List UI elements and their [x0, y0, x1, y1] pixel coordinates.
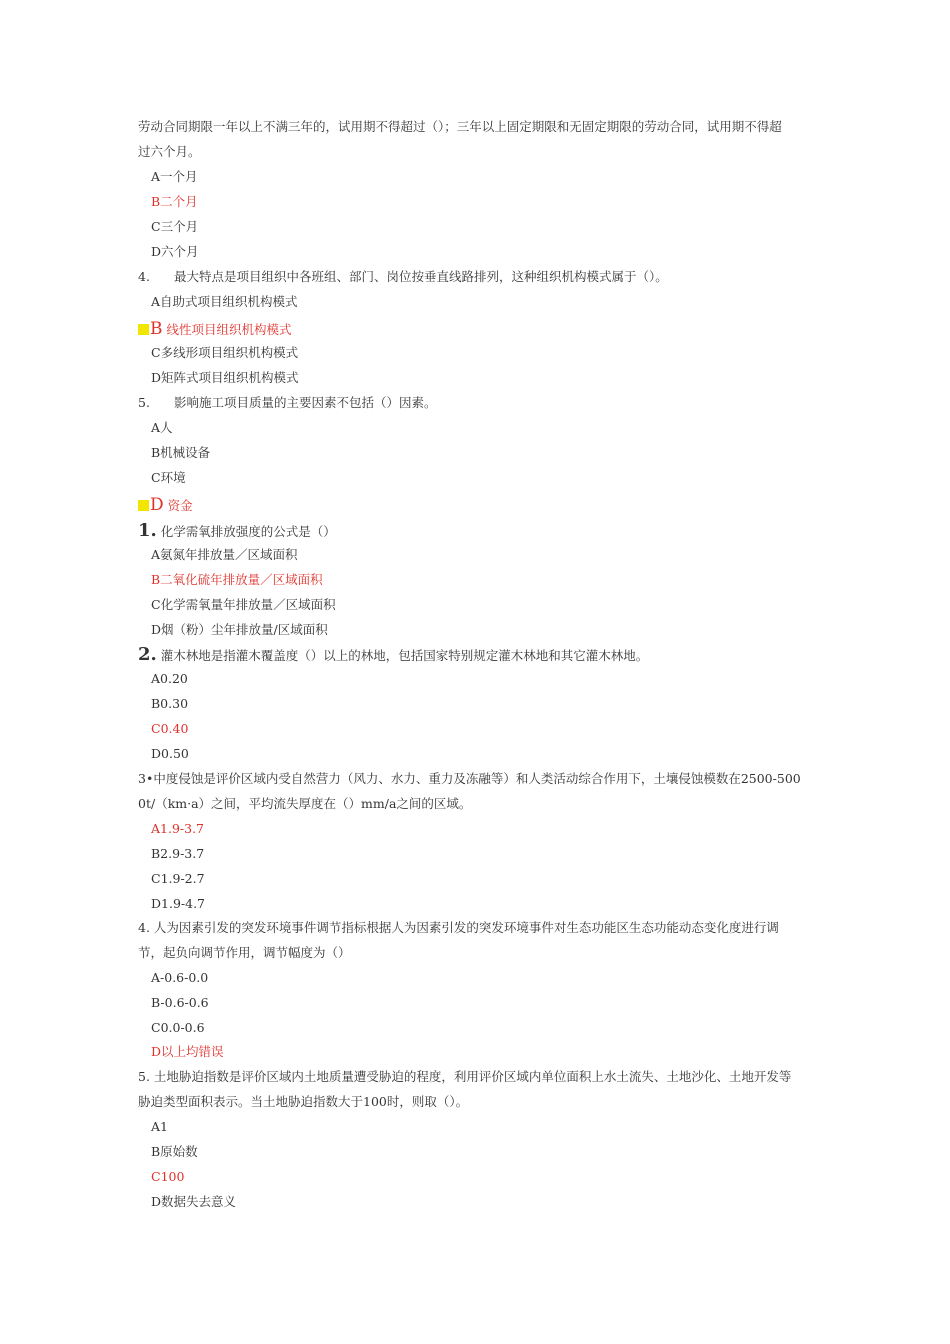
option-b: B机械设备	[151, 445, 211, 460]
highlight-marker	[138, 324, 149, 335]
option-b-answer: B二个月	[151, 194, 198, 209]
question-text: 0t/（km·a）之间，平均流失厚度在（）mm/a之间的区域。	[138, 796, 472, 811]
option-c: C多线形项目组织机构模式	[151, 345, 299, 360]
option-b-answer	[138, 318, 292, 341]
question-text: 最大特点是项目组织中各班组、部门、岗位按垂直线路排列，这种组织机构模式属于（）。	[173, 269, 668, 284]
option-letter: B	[150, 319, 163, 339]
option-d: D六个月	[151, 244, 199, 259]
question-text: 劳动合同期限一年以上不满三年的，试用期不得超过（）；三年以上固定期限和无固定期限的劳动合同，试用期不得超	[138, 119, 782, 134]
option-d: D数据失去意义	[151, 1194, 237, 1209]
question-1	[138, 520, 336, 543]
option-c: C化学需氧量年排放量／区域面积	[151, 597, 336, 612]
option-a: A0.20	[151, 671, 188, 686]
option-b-answer: B二氧化硫年排放量／区域面积	[151, 572, 323, 587]
question-text: 灌木林地是指灌木覆盖度（）以上的林地，包括国家特别规定灌木林地和其它灌木林地。	[160, 648, 649, 663]
highlight-marker	[138, 500, 149, 511]
option-c: C环境	[151, 470, 186, 485]
question-2	[138, 644, 648, 667]
option-text: 线性项目组织机构模式	[166, 322, 292, 337]
option-a: A1	[151, 1119, 168, 1134]
option-a: A自助式项目组织机构模式	[151, 294, 298, 309]
question-text: 节，起负向调节作用，调节幅度为（）	[138, 945, 351, 960]
question-number: 2.	[138, 644, 157, 665]
option-d: D1.9-4.7	[151, 896, 206, 911]
question-text: 胁迫类型面积表示。当土地胁迫指数大于100时，则取（）。	[138, 1094, 469, 1109]
question-4	[138, 268, 668, 286]
option-a: A一个月	[151, 169, 198, 184]
question-number: 4.	[138, 269, 150, 284]
option-c-answer: C0.40	[151, 721, 189, 736]
option-d-answer: D以上均错误	[151, 1044, 224, 1059]
option-a: A人	[151, 420, 173, 435]
question-5	[138, 394, 436, 412]
question-text: 4. 人为因素引发的突发环境事件调节指标根据人为因素引发的突发环境事件对生态功能区生态功能动态变化度进行调	[138, 920, 779, 935]
option-b: B2.9-3.7	[151, 846, 205, 861]
option-c: C0.0-0.6	[151, 1020, 205, 1035]
option-c: C1.9-2.7	[151, 871, 205, 886]
option-d: D烟（粉）尘年排放量/区域面积	[151, 622, 328, 637]
option-d: D矩阵式项目组织机构模式	[151, 370, 299, 385]
option-a: A氨氮年排放量／区域面积	[151, 547, 298, 562]
question-text: 影响施工项目质量的主要因素不包括（）因素。	[173, 395, 437, 410]
question-number: 5.	[138, 395, 150, 410]
option-a: A-0.6-0.0	[151, 970, 209, 985]
question-text: 3•中度侵蚀是评价区域内受自然营力（风力、水力、重力及冻融等）和人类活动综合作用下，土壤侵蚀模数在2500-500	[138, 771, 801, 786]
option-text: 资金	[167, 498, 193, 513]
option-d: D0.50	[151, 746, 189, 761]
question-text: 过六个月。	[138, 144, 201, 159]
question-text: 化学需氧排放强度的公式是（）	[160, 524, 336, 539]
option-d-answer	[138, 494, 193, 517]
option-letter: D	[150, 495, 164, 515]
question-number: 1.	[138, 520, 157, 541]
option-c-answer: C100	[151, 1169, 185, 1184]
question-text: 5. 土地胁迫指数是评价区域内土地质量遭受胁迫的程度，利用评价区域内单位面积上水土流失、土地沙化、土地开发等	[138, 1069, 792, 1084]
option-b: B-0.6-0.6	[151, 995, 209, 1010]
option-a-answer: A1.9-3.7	[151, 821, 205, 836]
option-b: B0.30	[151, 696, 189, 711]
option-c: C三个月	[151, 219, 199, 234]
option-b: B原始数	[151, 1144, 198, 1159]
